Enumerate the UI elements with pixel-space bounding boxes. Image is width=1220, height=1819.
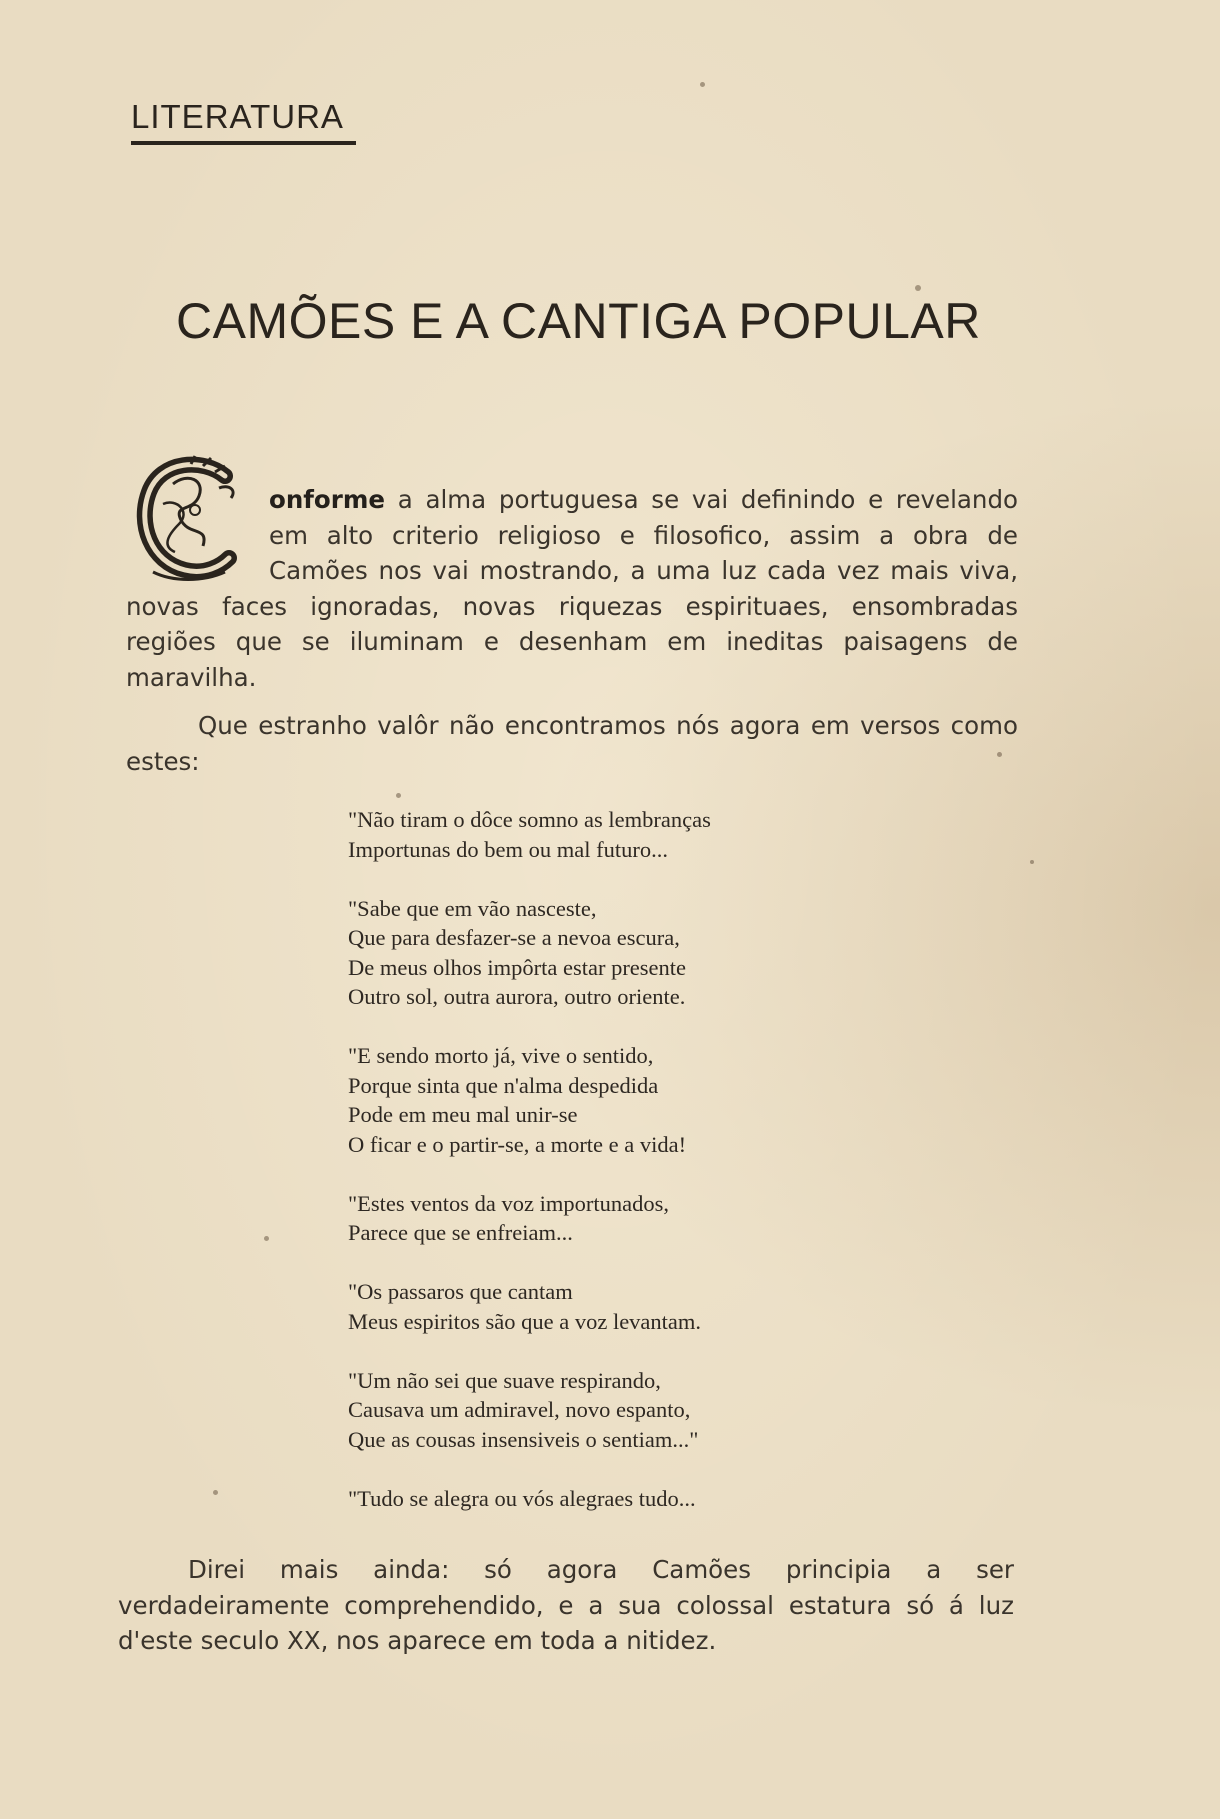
- poem-stanza: [348, 1189, 868, 1248]
- intro-text: a alma portuguesa se vai definindo e revelando em alto criterio religioso e filosofico, assim a obra de Camões nos vai mostrando, a uma luz cada vez mais viva, novas faces ignoradas, novas riquezas espirituaes, ensombradas regiões que se iluminam e desenham em ineditas paisagens de maravilha.: [126, 485, 1018, 692]
- poem-line: Que as cousas insensiveis o sentiam...": [348, 1426, 699, 1452]
- poem-line: "Não tiram o dôce somno as lembranças: [348, 807, 711, 832]
- poem-line: Pode em meu mal unir-se: [348, 1102, 578, 1127]
- paper-speck: [997, 752, 1002, 757]
- paper-speck: [915, 285, 921, 291]
- intro-lead-word: onforme: [269, 485, 385, 514]
- article-title: CAMÕES E A CANTIGA POPULAR: [176, 293, 981, 349]
- poem-block: [348, 805, 868, 1543]
- second-paragraph: Que estranho valôr não encontramos nós agora em versos como estes:: [126, 711, 1018, 776]
- poem-line: Causava um admiravel, novo espanto,: [348, 1397, 691, 1422]
- paper-speck: [1030, 860, 1034, 864]
- intro-paragraph: [126, 482, 1018, 695]
- poem-line: Importunas do bem ou mal futuro...: [348, 836, 668, 862]
- closing-paragraph: Direi mais ainda: só agora Camões principia a ser verdadeiramente comprehendido, e a sua colossal estatura só á luz d'este seculo XX, nos aparece em toda a nitidez.: [118, 1555, 1014, 1655]
- poem-line: Outro sol, outra aurora, outro oriente.: [348, 984, 686, 1009]
- poem-stanza: [348, 1484, 868, 1514]
- poem-line: "Os passaros que cantam: [348, 1279, 573, 1304]
- section-label: LITERATURA: [131, 98, 344, 135]
- poem-stanza: [348, 1277, 868, 1336]
- poem-line: "Um não sei que suave respirando,: [348, 1367, 661, 1393]
- poem-stanza: [348, 1041, 868, 1159]
- paper-speck: [213, 1490, 218, 1495]
- poem-line: Parece que se enfreiam...: [348, 1220, 573, 1245]
- poem-line: "E sendo morto já, vive o sentido,: [348, 1043, 654, 1068]
- poem-line: De meus olhos impôrta estar presente: [348, 954, 687, 980]
- poem-line: Porque sinta que n'alma despedida: [348, 1072, 659, 1098]
- poem-line: "Sabe que em vão nasceste,: [348, 895, 597, 921]
- paper-speck: [264, 1236, 269, 1241]
- poem-line: "Estes ventos da voz importunados,: [348, 1190, 670, 1216]
- drop-cap-space: [126, 482, 269, 584]
- poem-line: Meus espiritos são que a voz levantam.: [348, 1308, 702, 1334]
- paper-speck: [700, 82, 705, 87]
- poem-stanza: [348, 1366, 868, 1455]
- poem-line: "Tudo se alegra ou vós alegraes tudo...: [348, 1485, 696, 1511]
- poem-line: Que para desfazer-se a nevoa escura,: [348, 925, 680, 950]
- poem-line: O ficar e o partir-se, a morte e a vida!: [348, 1131, 687, 1157]
- section-underline: [131, 141, 356, 145]
- poem-stanza: [348, 805, 868, 864]
- poem-stanza: [348, 894, 868, 1012]
- paper-speck: [396, 793, 401, 798]
